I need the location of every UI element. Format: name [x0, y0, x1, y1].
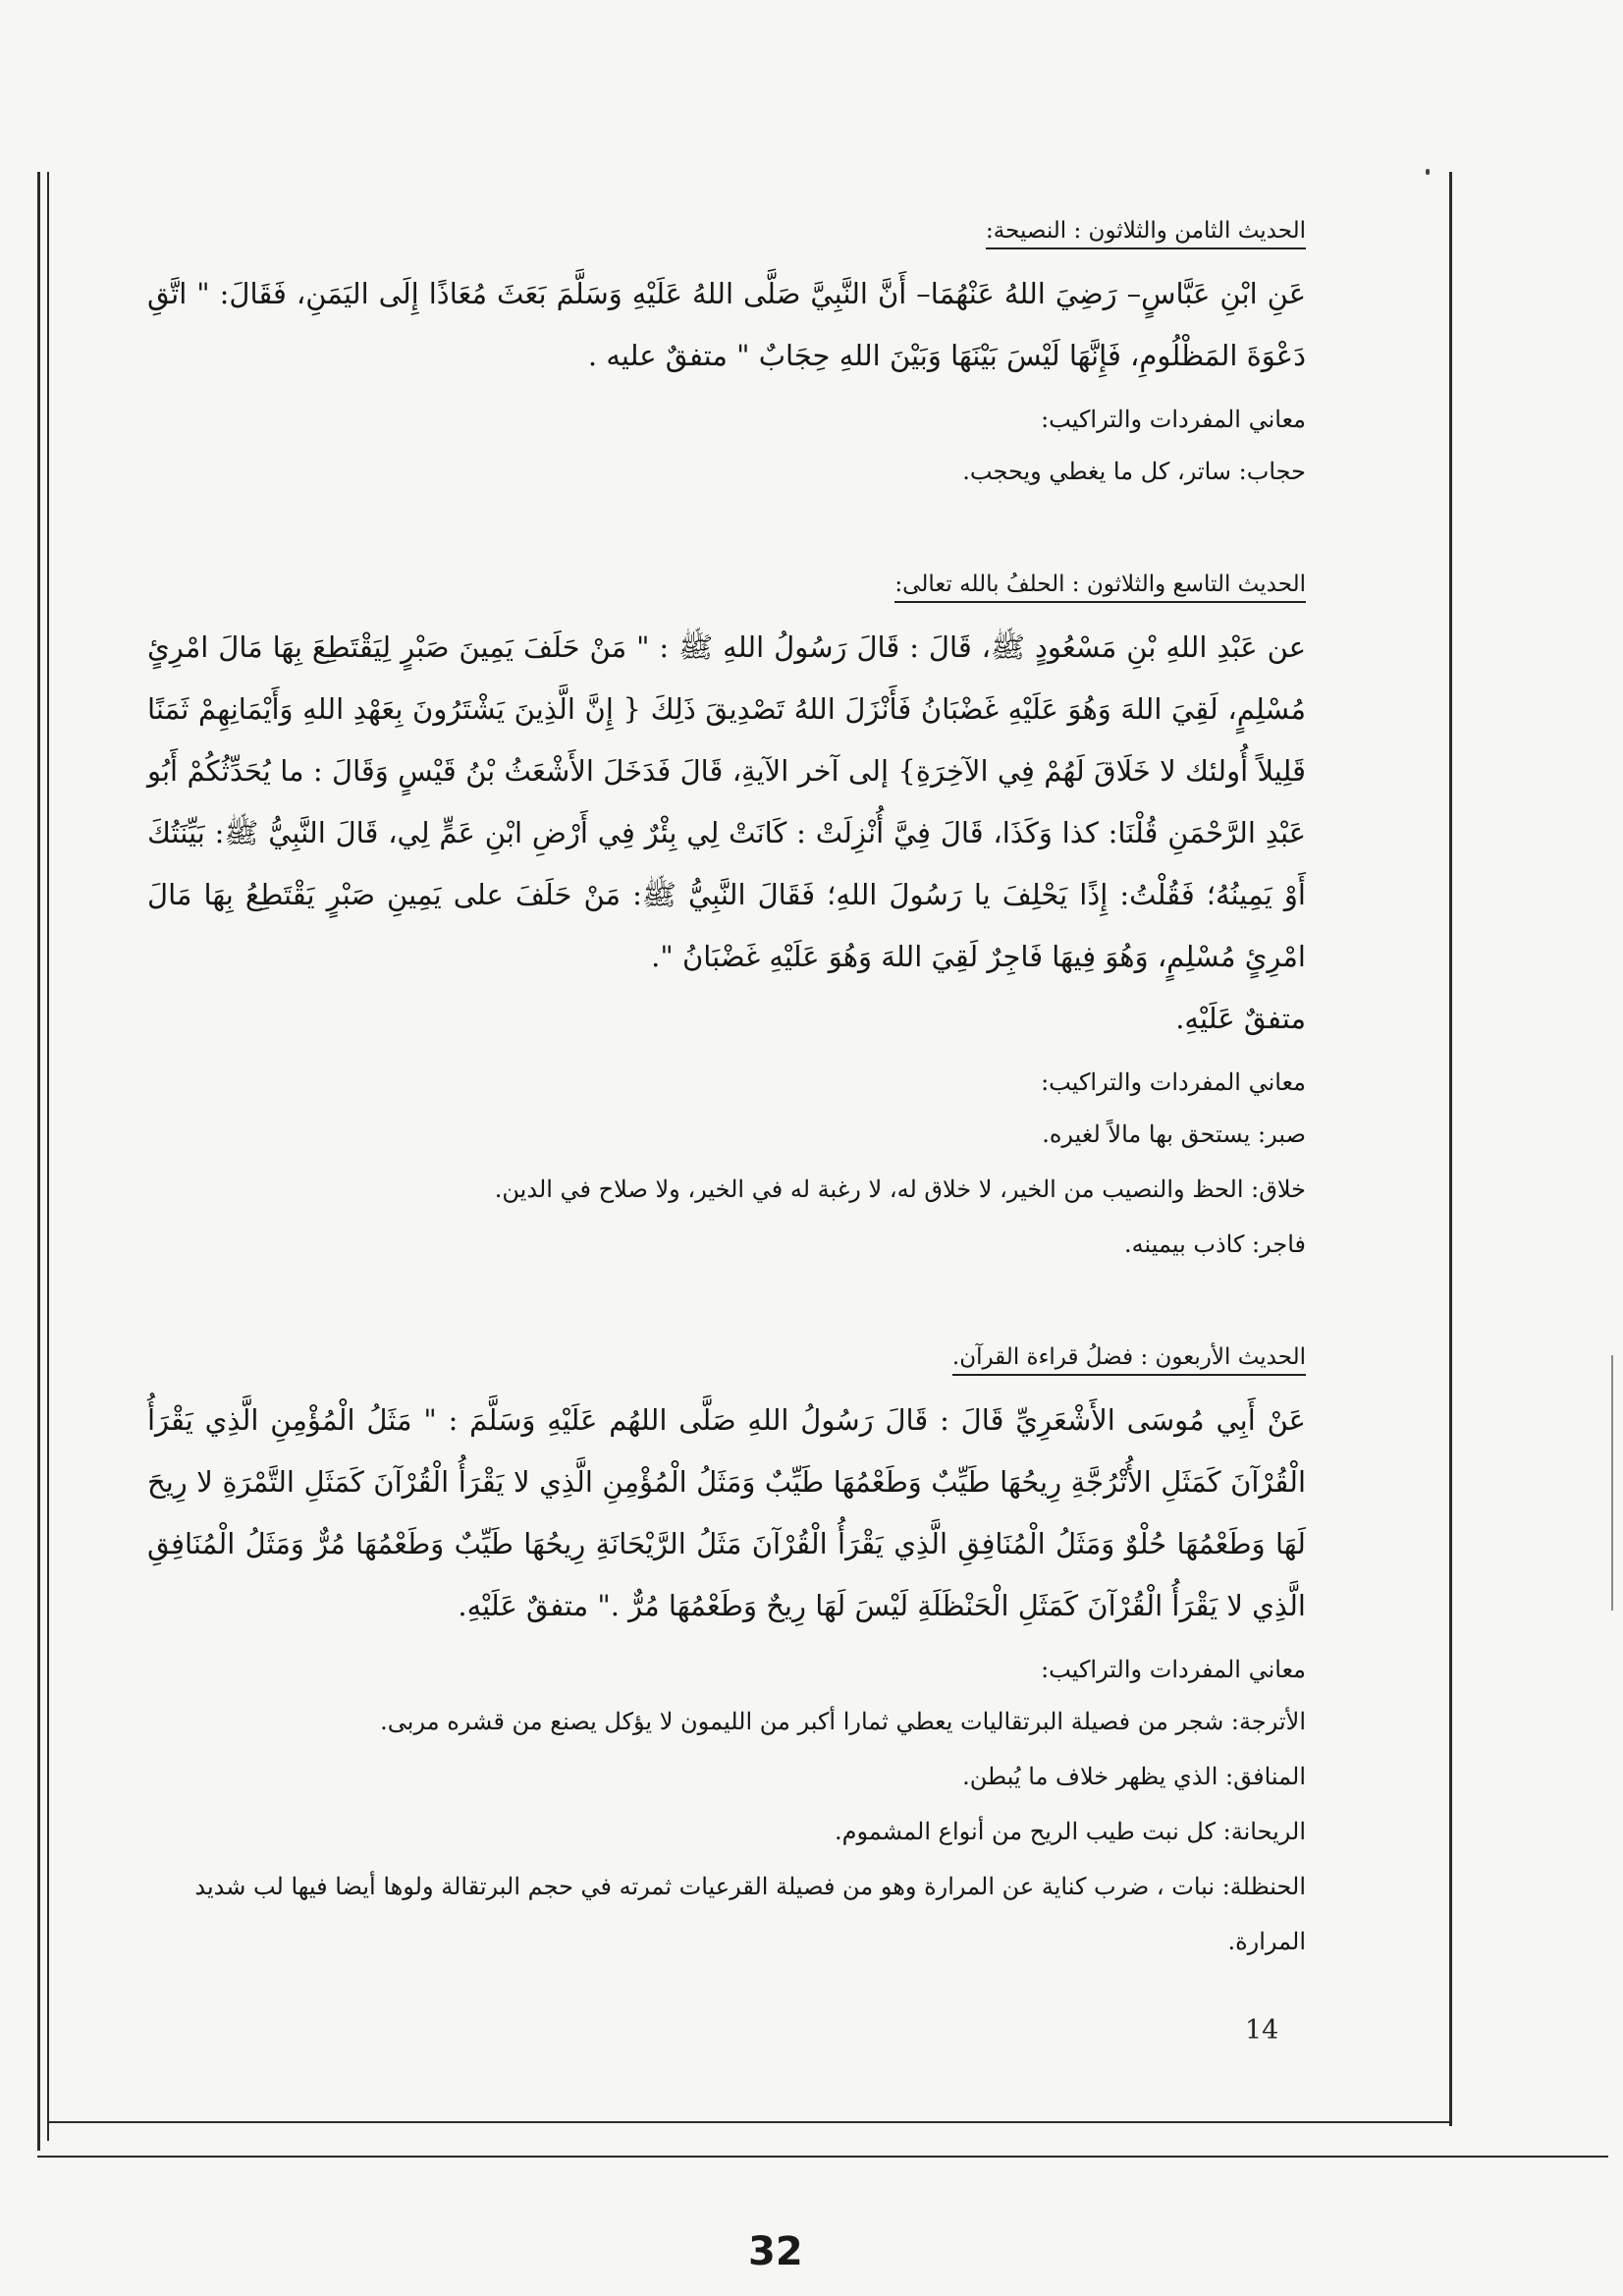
frame-bottom-border	[47, 2121, 1452, 2123]
hadith-text	[147, 263, 1306, 387]
hadith-attribution: متفقٌ عَلَيْهِ.	[1175, 1002, 1306, 1035]
vocabulary-definition: الريحانة: كل نبت طيب الريح من أنواع المشموم.	[834, 1818, 1306, 1845]
scan-speck	[1426, 169, 1430, 175]
vocabulary-definition: الحنظلة: نبات ، ضرب كناية عن المرارة وهو من فصيلة القرعيات ثمرته في حجم البرتقالة ولوها أيضا فيها لب شديد المرارة.	[194, 1873, 1306, 1955]
hadith-paragraph: عَنْ أَبِي مُوسَى الأَشْعَرِيِّ قَالَ : قَالَ رَسُولُ اللهِ صَلَّى اللهُم عَلَيْهِ وَسَلَّمَ : " مَثَلُ الْمُؤْمِنِ الَّذِي يَقْرَأُ الْقُرْآنَ كَمَثَلِ الأُتْرُجَّةِ رِيحُهَا طَيِّبٌ وَطَعْمُهَا طَيِّبٌ وَمَثَلُ الْمُؤْمِنِ الَّذِي لا يَقْرَأُ الْقُرْآنَ كَمَثَلِ التَّمْرَةِ لا رِيحَ لَهَا وَطَعْمُهَا حُلْوٌ وَمَثَلُ الْمُنَافِقِ الَّذِي يَقْرَأُ الْقُرْآنَ مَثَلُ الرَّيْحَانَةِ رِيحُهَا طَيِّبٌ وَطَعْمُهَا مُرٌّ وَمَثَلُ الْمُنَافِقِ الَّذِي لا يَقْرَأُ الْقُرْآنَ كَمَثَلِ الْحَنْظَلَةِ لَيْسَ لَهَا رِيحٌ وَطَعْمُهَا مُرٌّ ." متفقٌ عَلَيْهِ.	[147, 1403, 1306, 1622]
hadith-section-38	[147, 218, 1306, 499]
vocabulary-heading: معاني المفردات والتراكيب:	[1041, 406, 1306, 433]
frame-left-border	[37, 172, 40, 2151]
hadith-section-39	[147, 572, 1306, 1272]
page-content	[147, 218, 1306, 2042]
hadith-text	[147, 1390, 1306, 1637]
hadith-text	[147, 617, 1306, 1050]
frame-bottom-outer-border	[37, 2156, 1608, 2158]
vocabulary-heading: معاني المفردات والتراكيب:	[1041, 1656, 1306, 1683]
section-heading: الحديث التاسع والثلاثون : الحلفُ بالله تعالى:	[894, 572, 1306, 603]
vocabulary-definition: حجاب: ساتر، كل ما يغطي ويحجب.	[962, 458, 1306, 485]
vocabulary-definition: فاجر: كاذب بيمينه.	[1123, 1230, 1306, 1258]
page-number: 14	[1245, 2015, 1279, 2046]
vocabulary-definition: المنافق: الذي يظهر خلاف ما يُبطن.	[962, 1763, 1306, 1790]
frame-right-border	[1449, 172, 1452, 2126]
frame-left-inner-border	[47, 172, 49, 2141]
hadith-paragraph: عن عَبْدِ اللهِ بْنِ مَسْعُودٍ ﷺ، قَالَ : قَالَ رَسُولُ اللهِ ﷺ : " مَنْ حَلَفَ يَمِينَ صَبْرٍ لِيَقْتَطِعَ بِهَا مَالَ امْرِئٍ مُسْلِمٍ، لَقِيَ اللهَ وَهُوَ عَلَيْهِ غَضْبَانُ فَأَنْزَلَ اللهُ تَصْدِيقَ ذَلِكَ { إِنَّ الَّذِينَ يَشْتَرُونَ بِعَهْدِ اللهِ وَأَيْمَانِهِمْ ثَمَنًا قَلِيلاً أُولئك لا خَلَاقَ لَهُمْ فِي الآخِرَةِ} إلى آخر الآيةِ، قَالَ فَدَخَلَ الأَشْعَثُ بْنُ قَيْسٍ وَقَالَ : ما يُحَدِّثُكُمْ أَبُو عَبْدِ الرَّحْمَنِ قُلْنَا: كذا وَكَذَا، قَالَ فِيَّ أُنْزِلَتْ : كَانَتْ لِي بِئْرٌ فِي أَرْضِ ابْنِ عَمٍّ لِي، قَالَ النَّبِيُّ ﷺ: بَيِّنَتُكَ أَوْ يَمِينُهُ؛ فَقُلْتُ: إِذًا يَحْلِفَ يا رَسُولَ اللهِ؛ فَقَالَ النَّبِيُّ ﷺ: مَنْ حَلَفَ على يَمِينِ صَبْرٍ يَقْتَطِعُ بِهَا مَالَ امْرِئٍ مُسْلِمٍ، وَهُوَ فِيهَا فَاجِرٌ لَقِيَ اللهَ وَهُوَ عَلَيْهِ غَضْبَانُ ".	[147, 630, 1306, 973]
vocabulary-heading: معاني المفردات والتراكيب:	[1041, 1068, 1306, 1096]
hadith-paragraph: عَنِ ابْنِ عَبَّاسٍ– رَضِيَ اللهُ عَنْهُمَا– أَنَّ النَّبِيَّ صَلَّى اللهُ عَلَيْهِ وَسَلَّمَ بَعَثَ مُعَاذًا إِلَى اليَمَنِ، فَقَالَ: " اتَّقِ دَعْوَةَ المَظْلُومِ، فَإِنَّهَا لَيْسَ بَيْنَهَا وَبَيْنَ اللهِ حِجَابٌ " متفقٌ عليه .	[147, 277, 1306, 372]
scan-edge-mark	[1611, 1355, 1613, 1611]
section-heading: الحديث الثامن والثلاثون : النصيحة:	[986, 218, 1306, 249]
vocabulary-definition: خلاق: الحظ والنصيب من الخير، لا خلاق له، لا رغبة له في الخير، ولا صلاح في الدين.	[494, 1175, 1306, 1203]
section-heading: الحديث الأربعون : فضلُ قراءة القرآن.	[952, 1344, 1306, 1376]
vocabulary-definition: صبر: يستحق بها مالاً لغيره.	[1042, 1121, 1306, 1148]
vocabulary-definition: الأترجة: شجر من فصيلة البرتقاليات يعطي ثمارا أكبر من الليمون لا يؤكل يصنع من قشره مربى.	[380, 1708, 1306, 1735]
hadith-section-40	[147, 1344, 1306, 1969]
handwritten-page-number: 32	[748, 2229, 803, 2274]
